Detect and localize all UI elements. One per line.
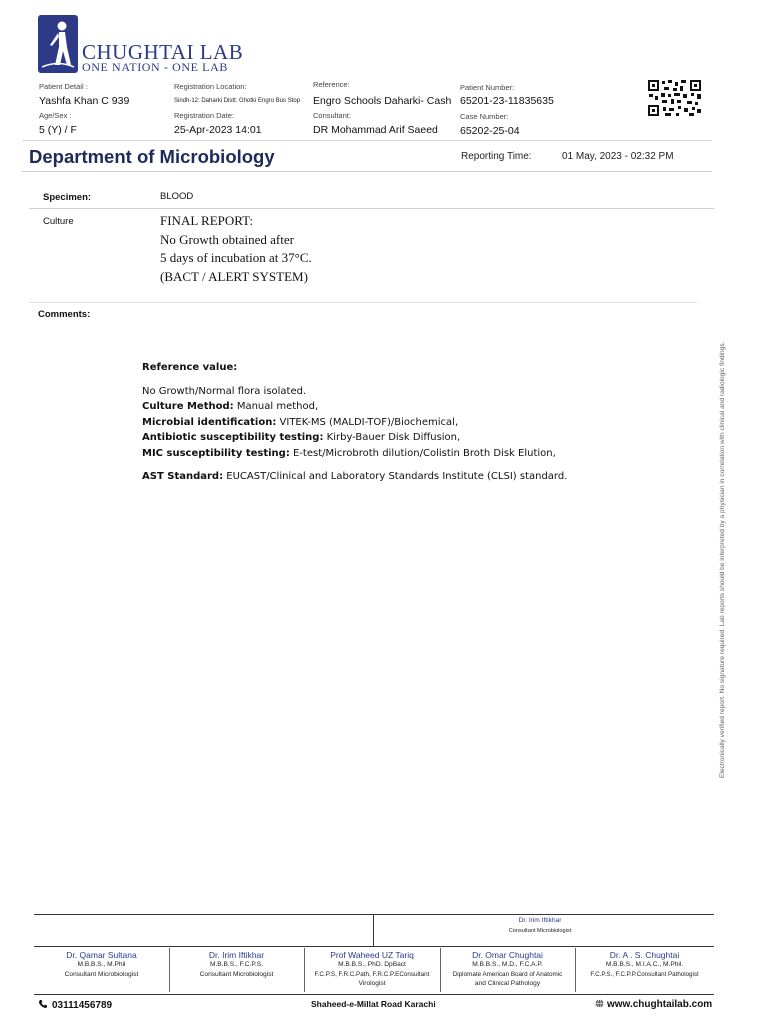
lab-tagline: ONE NATION - ONE LAB xyxy=(82,60,228,74)
reference-line: No Growth/Normal flora isolated. xyxy=(142,385,307,397)
signatory-column xyxy=(304,950,440,989)
ast-label: Antibiotic susceptibility testing: xyxy=(142,432,324,443)
signatory-title: F.C.P.S., F.C.P.P.Consultant Pathologist xyxy=(590,970,699,978)
culture-result-line: FINAL REPORT: xyxy=(160,213,254,228)
registration-location-label: Registration Location: xyxy=(174,82,247,91)
globe-icon xyxy=(595,999,604,1008)
signatory-title: Diplomate American Board of Anatomic xyxy=(452,970,563,978)
specimen-label: Specimen: xyxy=(43,192,92,203)
culture-method-line xyxy=(142,399,702,415)
department-divider xyxy=(22,171,712,172)
culture-result-line: No Growth obtained after xyxy=(160,231,294,247)
signatory-name: Dr. A . S. Chughtai xyxy=(609,950,680,960)
phone-icon xyxy=(38,999,48,1009)
signatory-degree: M.B.B.S., PhD. DpBact xyxy=(338,961,406,968)
top-signatory-title: Consultant Microbiologist xyxy=(508,928,572,934)
reference-heading: Reference value: xyxy=(142,362,238,373)
case-number-label: Case Number: xyxy=(460,112,509,121)
signatory-title-cont: and Clinical Pathology xyxy=(474,980,541,987)
signatory-column xyxy=(34,950,169,979)
signatory-degree: M.B.B.S., M.Phil xyxy=(77,961,126,968)
patient-number-label: Patient Number: xyxy=(460,83,515,92)
signatory-column xyxy=(440,950,575,989)
culture-divider xyxy=(29,302,697,303)
signatory-column xyxy=(169,950,304,979)
culture-method-value: Manual method, xyxy=(233,401,319,412)
signatory-title: Consultant Microbiologist xyxy=(199,970,274,978)
top-signatory-name: Dr. Irim Iftikhar xyxy=(518,917,562,924)
ast-value: Kirby-Bauer Disk Diffusion, xyxy=(323,432,461,443)
consultant-value: DR Mohammad Arif Saeed xyxy=(313,124,438,136)
specimen-value: BLOOD xyxy=(160,191,194,202)
culture-result xyxy=(160,212,312,286)
age-sex-value: 5 (Y) / F xyxy=(39,124,77,136)
patient-detail-label: Patient Detail : xyxy=(39,82,88,91)
signatory-name: Prof Waheed UZ Tariq xyxy=(330,950,414,960)
signatory-name: Dr. Omar Chughtai xyxy=(472,950,543,960)
consultant-label: Consultant: xyxy=(313,111,351,120)
comments-label: Comments: xyxy=(38,309,91,320)
header-divider xyxy=(22,140,712,141)
ast-standard-line xyxy=(142,469,702,485)
signatory-title: F.C.P.S, F.R.C.Path, F.R.C.P.EConsultant xyxy=(314,970,430,978)
culture-result-line: (BACT / ALERT SYSTEM) xyxy=(160,268,308,284)
ast-standard-label: AST Standard: xyxy=(142,471,224,482)
website-link: www.chughtailab.com xyxy=(607,999,713,1010)
microbial-id-label: Microbial identification: xyxy=(142,416,277,428)
signatory-degree: M.B.B.S., M.I.A.C., M.Phil. xyxy=(605,961,684,968)
ast-line xyxy=(142,430,702,446)
ast-standard-value: EUCAST/Clinical and Laboratory Standards Institute (CLSI) standard. xyxy=(223,471,568,482)
signatory-column xyxy=(575,950,714,979)
mic-label: MIC susceptibility testing: xyxy=(142,447,290,459)
footer-divider xyxy=(34,994,714,995)
footer-phone[interactable] xyxy=(38,999,112,1011)
page-title: Department of Microbiology xyxy=(29,146,275,167)
signatory-name: Dr. Qamar Sultana xyxy=(66,950,137,960)
signatory-name: Dr. Irim Iftikhar xyxy=(208,950,265,960)
microbial-id-value: VITEK-MS (MALDI-TOF)/Biochemical, xyxy=(276,416,459,428)
culture-label: Culture xyxy=(43,216,74,227)
mic-value: E-test/Microbroth dilution/Colistin Broth Disk Elution, xyxy=(289,447,556,459)
signatory-degree: M.B.B.S., M.D., F.C.A.P. xyxy=(472,961,543,968)
reporting-time-value: 01 May, 2023 - 02:32 PM xyxy=(562,151,674,162)
footer-website[interactable] xyxy=(595,999,712,1010)
reference-value: Engro Schools Daharki- Cash xyxy=(313,95,452,107)
lab-logo-emblem xyxy=(38,15,78,73)
patient-name: Yashfa Khan C 939 xyxy=(39,95,130,107)
mic-line xyxy=(142,446,702,462)
culture-method-label: Culture Method: xyxy=(142,401,234,412)
phone-number: 03111456789 xyxy=(52,1000,113,1011)
reference-block xyxy=(142,360,702,485)
signatory-top-line xyxy=(34,914,714,915)
case-number-value: 65202-25-04 xyxy=(460,125,520,137)
age-sex-label: Age/Sex : xyxy=(39,111,72,120)
signatory-title-cont: Virologist xyxy=(358,980,386,987)
footer-address: Shaheed-e-Millat Road Karachi xyxy=(311,999,436,1009)
lab-logo xyxy=(38,15,258,75)
qr-code-icon xyxy=(647,79,702,117)
culture-result-line: 5 days of incubation at 37°C. xyxy=(160,250,312,265)
verification-side-note: Electronically verified report. No signature required. Lab reports should be interpreted by a physician in correlation with clinical and radiologic findings. xyxy=(719,341,726,778)
patient-number-value: 65201-23-11835635 xyxy=(460,95,554,107)
specimen-divider xyxy=(29,208,714,209)
microbial-id-line xyxy=(142,415,702,431)
lab-name: CHUGHTAI LAB xyxy=(82,40,244,64)
signatory-top-separator xyxy=(373,915,374,946)
registration-location-value: Sindh-12: Daharki Distt: Ghotki Engro Bus Stop xyxy=(174,98,301,104)
registration-date-value: 25-Apr-2023 14:01 xyxy=(174,124,262,136)
registration-date-label: Registration Date: xyxy=(174,111,235,120)
signatory-mid-line xyxy=(34,946,714,947)
reference-label: Reference: xyxy=(313,80,350,89)
signatory-title: Consultant Microbiologist xyxy=(64,970,139,978)
reporting-time-label: Reporting Time: xyxy=(461,151,532,162)
signatory-degree: M.B.B.S., F.C.P.S. xyxy=(209,961,263,968)
